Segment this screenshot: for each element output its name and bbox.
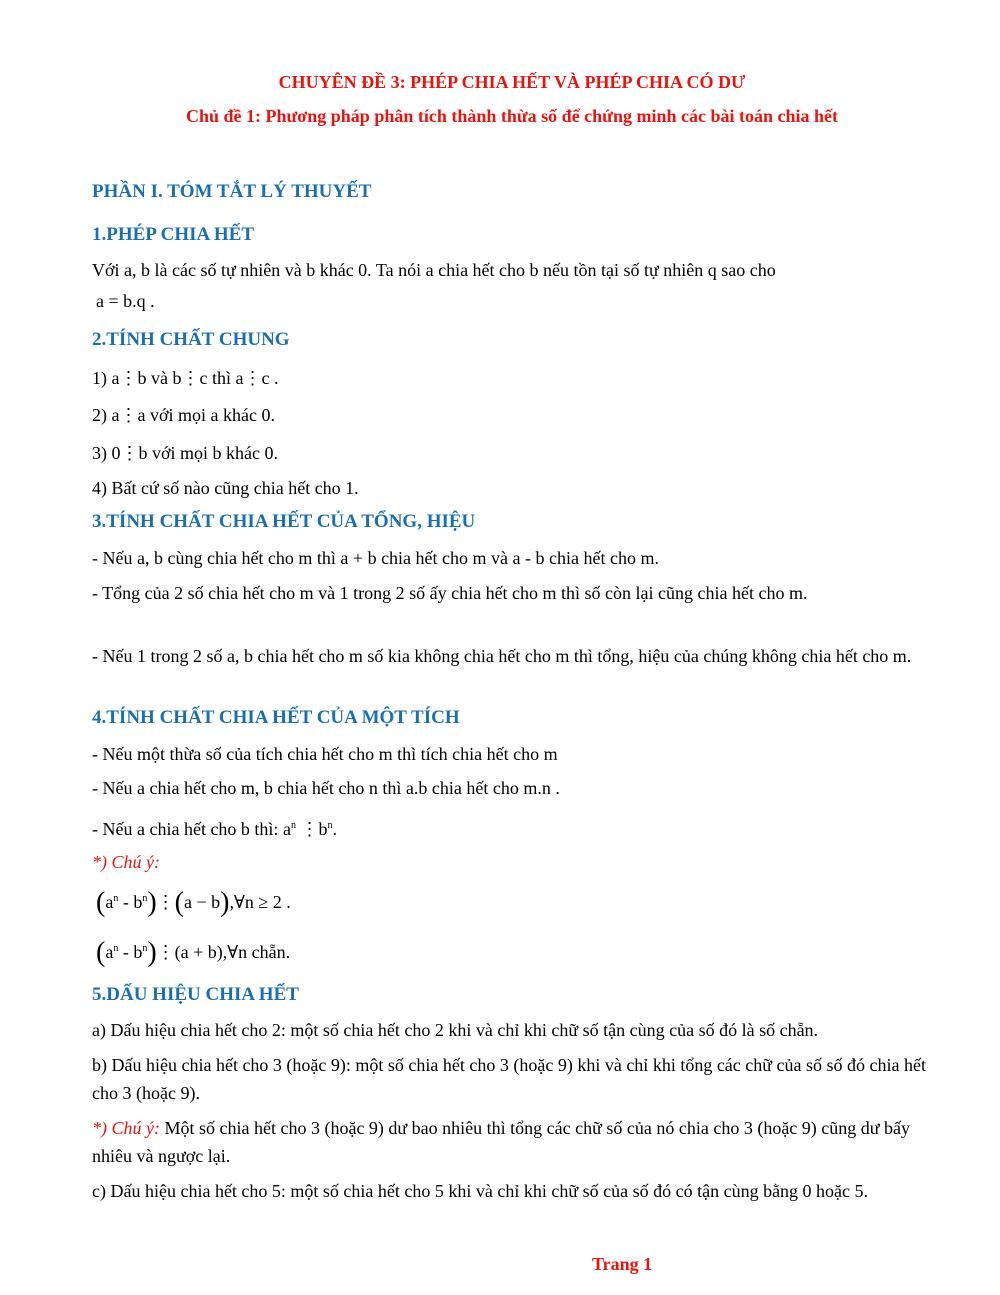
page-number: Trang 1 (592, 1254, 653, 1274)
document-title: CHUYÊN ĐỀ 3: PHÉP CHIA HẾT VÀ PHÉP CHIA CÓ DƯ (278, 72, 746, 92)
property-item: 3) 0⋮b với mọi b khác 0. (92, 443, 278, 463)
section-1-heading: 1.PHÉP CHIA HẾT (92, 224, 255, 245)
section-1-formula: a = b.q . (96, 291, 155, 311)
section-1-text: Với a, b là các số tự nhiên và b khác 0. Ta nói a chia hết cho b nếu tồn tại số tự nhiên q sao cho (92, 260, 776, 280)
rule-item: b) Dấu hiệu chia hết cho 3 (hoặc 9): một số chia hết cho 3 (hoặc 9) khi và chỉ khi tổng các chữ của số số đó chia hết cho 3 (hoặc 9). (92, 1055, 926, 1103)
section-2-heading: 2.TÍNH CHẤT CHUNG (92, 329, 290, 350)
rule-item: a) Dấu hiệu chia hết cho 2: một số chia hết cho 2 khi và chỉ khi chữ số tận cùng của số đó là số chẵn. (92, 1020, 819, 1040)
formula-2: ($a^n$ - $b^n)⋮(a$ + b),∀n chẵn. (96, 937, 291, 968)
part-heading: PHẦN I. TÓM TẮT LÝ THUYẾT (92, 181, 372, 202)
item-prefix: - Nếu a chia hết cho b thì: (92, 819, 283, 839)
formula-1-tail: ,∀n ≥ 2 . (229, 892, 291, 912)
rule-item: c) Dấu hiệu chia hết cho 5: một số chia hết cho 5 khi và chỉ khi chữ số của số đó có tận cùng bằng 0 hoặc 5. (92, 1181, 869, 1201)
sum-property-item: - Nếu a, b cùng chia hết cho m thì a + b chia hết cho m và a - b chia hết cho m. (92, 548, 659, 568)
section-4-heading: 4.TÍNH CHẤT CHIA HẾT CỦA MỘT TÍCH (92, 707, 460, 728)
note-text: Một số chia hết cho 3 (hoặc 9) dư bao nhiêu thì tổng các chữ số của nó chia cho 3 (hoặc 9) cũng dư bấy nhiêu và ngược lại. (92, 1118, 911, 1166)
note-label: *) Chú ý: (92, 852, 160, 872)
note-label: *) Chú ý: (92, 1118, 160, 1138)
property-item: 4) Bất cứ số nào cũng chia hết cho 1. (92, 478, 359, 498)
property-item: 2) a⋮a với mọi a khác 0. (92, 405, 275, 425)
formula-1: ($a^n$ - $b^n)⋮(a$ − b),∀n ≥ 2 . (96, 887, 291, 918)
note-paragraph (92, 1114, 932, 1170)
section-5-heading: 5.DẤU HIỆU CHIA HẾT (92, 984, 299, 1005)
product-property-item: - Nếu a chia hết cho m, b chia hết cho n thì a.b chia hết cho m.n . (92, 778, 560, 798)
sum-property-item: - Tổng của 2 số chia hết cho m và 1 trong 2 số ấy chia hết cho m thì số còn lại cũng chia hết cho m. (92, 583, 808, 603)
document-subtitle: Chủ đề 1: Phương pháp phân tích thành thừa số để chứng minh các bài toán chia hết (185, 106, 839, 126)
section-3-heading: 3.TÍNH CHẤT CHIA HẾT CỦA TỔNG, HIỆU (92, 511, 476, 532)
product-property-item: - Nếu a chia hết cho b thì: $a^n$ $⋮b^n$. (92, 819, 337, 839)
sum-property-item: - Nếu 1 trong 2 số a, b chia hết cho m số kia không chia hết cho m thì tổng, hiệu của chúng không chia hết cho m. (92, 646, 912, 666)
product-property-item: - Nếu một thừa số của tích chia hết cho m thì tích chia hết cho m (92, 744, 558, 764)
property-item: 1) a⋮b và b⋮c thì a⋮c . (92, 368, 279, 388)
formula-2-tail: ⋮(a + b),∀n chẵn. (156, 942, 291, 962)
